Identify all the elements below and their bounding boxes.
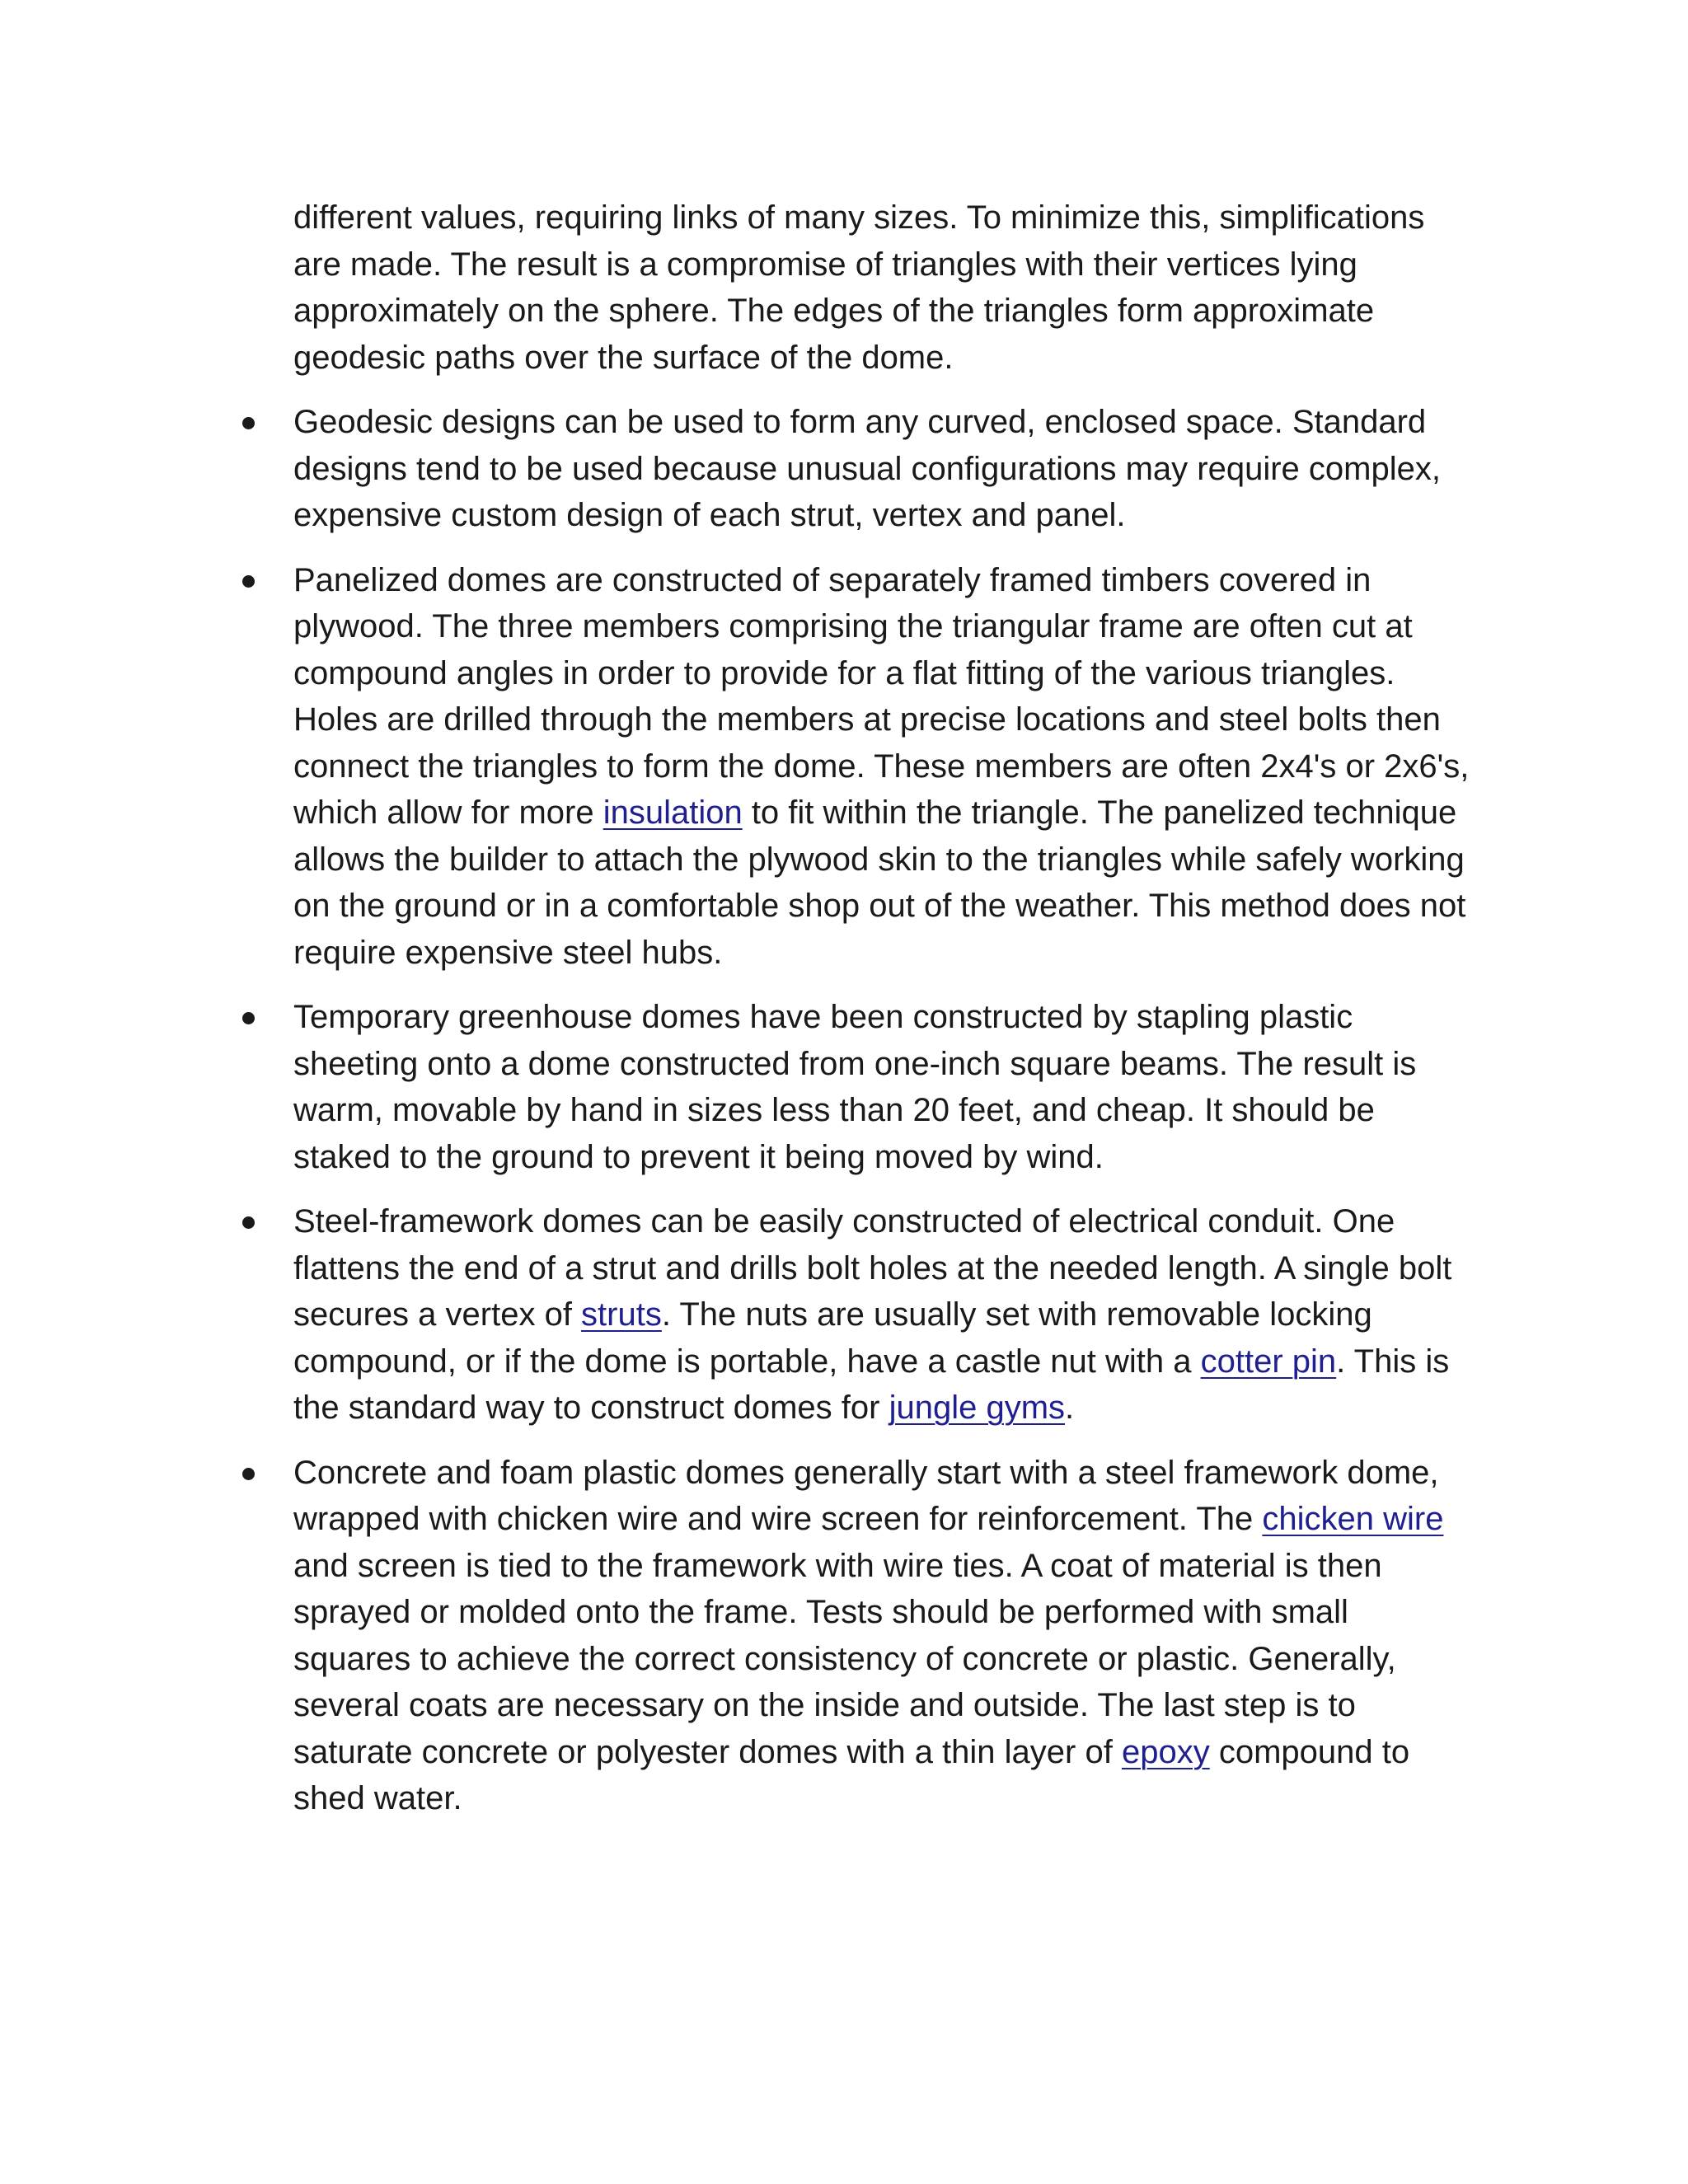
list-item-text: Temporary greenhouse domes have been constructed by stapling plastic sheeting onto a dome constructed from one-inch square beams. The result is warm, movable by hand in sizes less than 20 feet, and cheap. It should be staked to the ground to prevent it being moved by wind. (293, 999, 1417, 1175)
epoxy-link[interactable]: epoxy (1121, 1733, 1210, 1770)
list-item (293, 1198, 1472, 1432)
bullet-icon (242, 1216, 255, 1229)
intro-paragraph: different values, requiring links of many sizes. To minimize this, simplifications are made. The result is a compromise of triangles with their vertices lying approximately on the sphere. The edges of the triangles form approximate geodesic paths over the surface of the dome. (293, 199, 1425, 376)
list-item-text: and screen is tied to the framework with wire ties. A coat of material is then sprayed or molded onto the frame. Tests should be performed with small squares to achieve the correct consistency of concrete or plastic. Generally, several coats are necessary on the inside and outside. The last step is to saturate concrete or polyester domes with a thin layer of (293, 1547, 1396, 1770)
list-item-text: . The nuts are usually set with removable locking compound, or if the dome is portable, have a castle nut with a (293, 1296, 1372, 1380)
list-item (293, 994, 1472, 1180)
list-item-text: to fit within the triangle. The panelized technique allows the builder to attach the plywood skin to the triangles while safely working on the ground or in a comfortable shop out of the weather. This method does not require expensive steel hubs. (293, 794, 1466, 971)
list-item-text: Panelized domes are constructed of separately framed timbers covered in plywood. The three members comprising the triangular frame are often cut at compound angles in order to provide for a flat fitting of the various triangles. Holes are drilled through the members at precise locations and steel bolts then connect the triangles to form the dome. These members are often 2x4's or 2x6's, which allow for more (293, 561, 1470, 831)
list-item (293, 1450, 1472, 1822)
insulation-link[interactable]: insulation (603, 794, 743, 831)
list-item-text: Concrete and foam plastic domes generally start with a steel framework dome, wrapped with chicken wire and wire screen for reinforcement. The (293, 1454, 1439, 1537)
bullet-icon (242, 575, 255, 588)
jungle-gyms-link[interactable]: jungle gyms (889, 1390, 1066, 1426)
list-item-text: . This is the standard way to construct domes for (293, 1343, 1450, 1426)
cotter-pin-link[interactable]: cotter pin (1200, 1343, 1337, 1380)
list-item (293, 399, 1472, 539)
bullet-icon (242, 1012, 255, 1024)
bullet-icon (242, 417, 255, 429)
list-item-text: . (1065, 1390, 1075, 1426)
bullet-icon (242, 1468, 255, 1480)
struts-link[interactable]: struts (581, 1296, 662, 1333)
document-body (293, 194, 1472, 1840)
list-item-text: Steel-framework domes can be easily constructed of electrical conduit. One flattens the end of a strut and drills bolt holes at the needed length. A single bolt secures a vertex of (293, 1203, 1452, 1333)
list-item-text: Geodesic designs can be used to form any curved, enclosed space. Standard designs tend to be used because unusual configurations may require complex, expensive custom design of each strut, vertex and panel. (293, 404, 1441, 533)
list-item-text: compound to shed water. (293, 1733, 1410, 1816)
list-item (293, 557, 1472, 977)
chicken-wire-link[interactable]: chicken wire (1262, 1501, 1444, 1537)
